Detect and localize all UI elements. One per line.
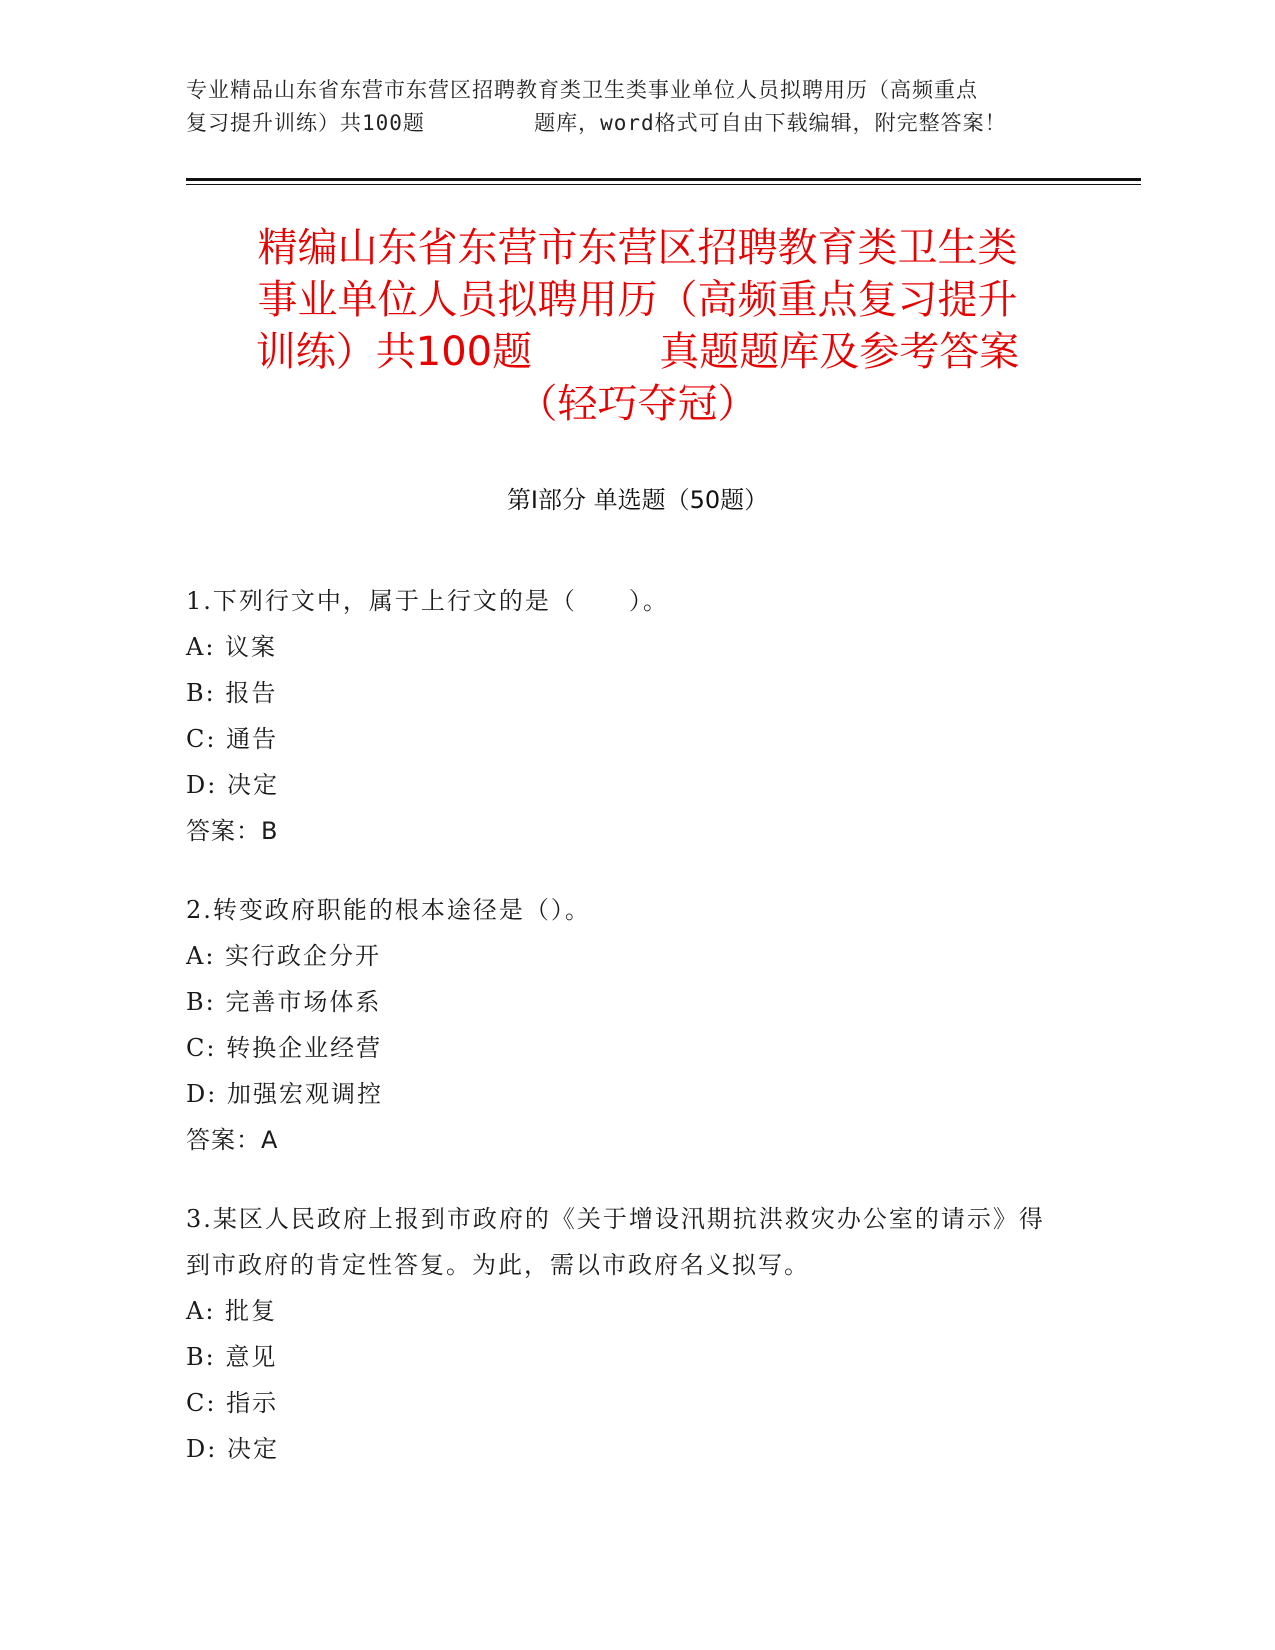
question-list: [186, 578, 1066, 1505]
option-d: D: 决定: [186, 1435, 279, 1463]
title-line-4: （轻巧夺冠）: [517, 381, 758, 427]
option-c: C: 转换企业经营: [186, 1034, 383, 1062]
question-2: [186, 887, 1066, 1163]
header-line-2: 复习提升训练）共100题 题库，word格式可自由下载编辑，附完整答案！: [186, 111, 1007, 135]
answer: 答案：B: [186, 817, 279, 845]
title-line-2: 事业单位人员拟聘用历（高频重点复习提升: [257, 277, 1018, 323]
title-line-3: 训练）共100题 真题题库及参考答案: [255, 329, 1020, 375]
option-d: D: 加强宏观调控: [186, 1080, 383, 1108]
question-stem: 3.某区人民政府上报到市政府的《关于增设汛期抗洪救灾办公室的请示》得到市政府的肯定性答复。为此，需以市政府名义拟写。: [186, 1205, 1045, 1279]
page-header: [186, 74, 1096, 140]
question-stem: 1.下列行文中，属于上行文的是（ ）。: [186, 587, 669, 615]
header-line-1: 专业精品山东省东营市东营区招聘教育类卫生类事业单位人员拟聘用历（高频重点: [186, 78, 978, 102]
header-divider-thin: [186, 184, 1141, 185]
answer: 答案：A: [186, 1126, 279, 1154]
option-b: B: 报告: [186, 679, 278, 707]
question-stem: 2.转变政府职能的根本途径是（）。: [186, 896, 591, 924]
question-1: [186, 578, 1066, 854]
option-a: A: 批复: [186, 1297, 278, 1325]
option-a: A: 实行政企分开: [186, 942, 382, 970]
document-title: [150, 222, 1125, 430]
option-d: D: 决定: [186, 771, 279, 799]
option-c: C: 通告: [186, 725, 279, 753]
option-c: C: 指示: [186, 1389, 279, 1417]
option-b: B: 意见: [186, 1343, 278, 1371]
option-b: B: 完善市场体系: [186, 988, 382, 1016]
title-line-1: 精编山东省东营市东营区招聘教育类卫生类: [257, 225, 1018, 271]
question-3: [186, 1196, 1066, 1472]
option-a: A: 议案: [186, 633, 278, 661]
header-divider-thick: [186, 178, 1141, 181]
section-title: 第Ⅰ部分 单选题（50题）: [506, 486, 769, 514]
